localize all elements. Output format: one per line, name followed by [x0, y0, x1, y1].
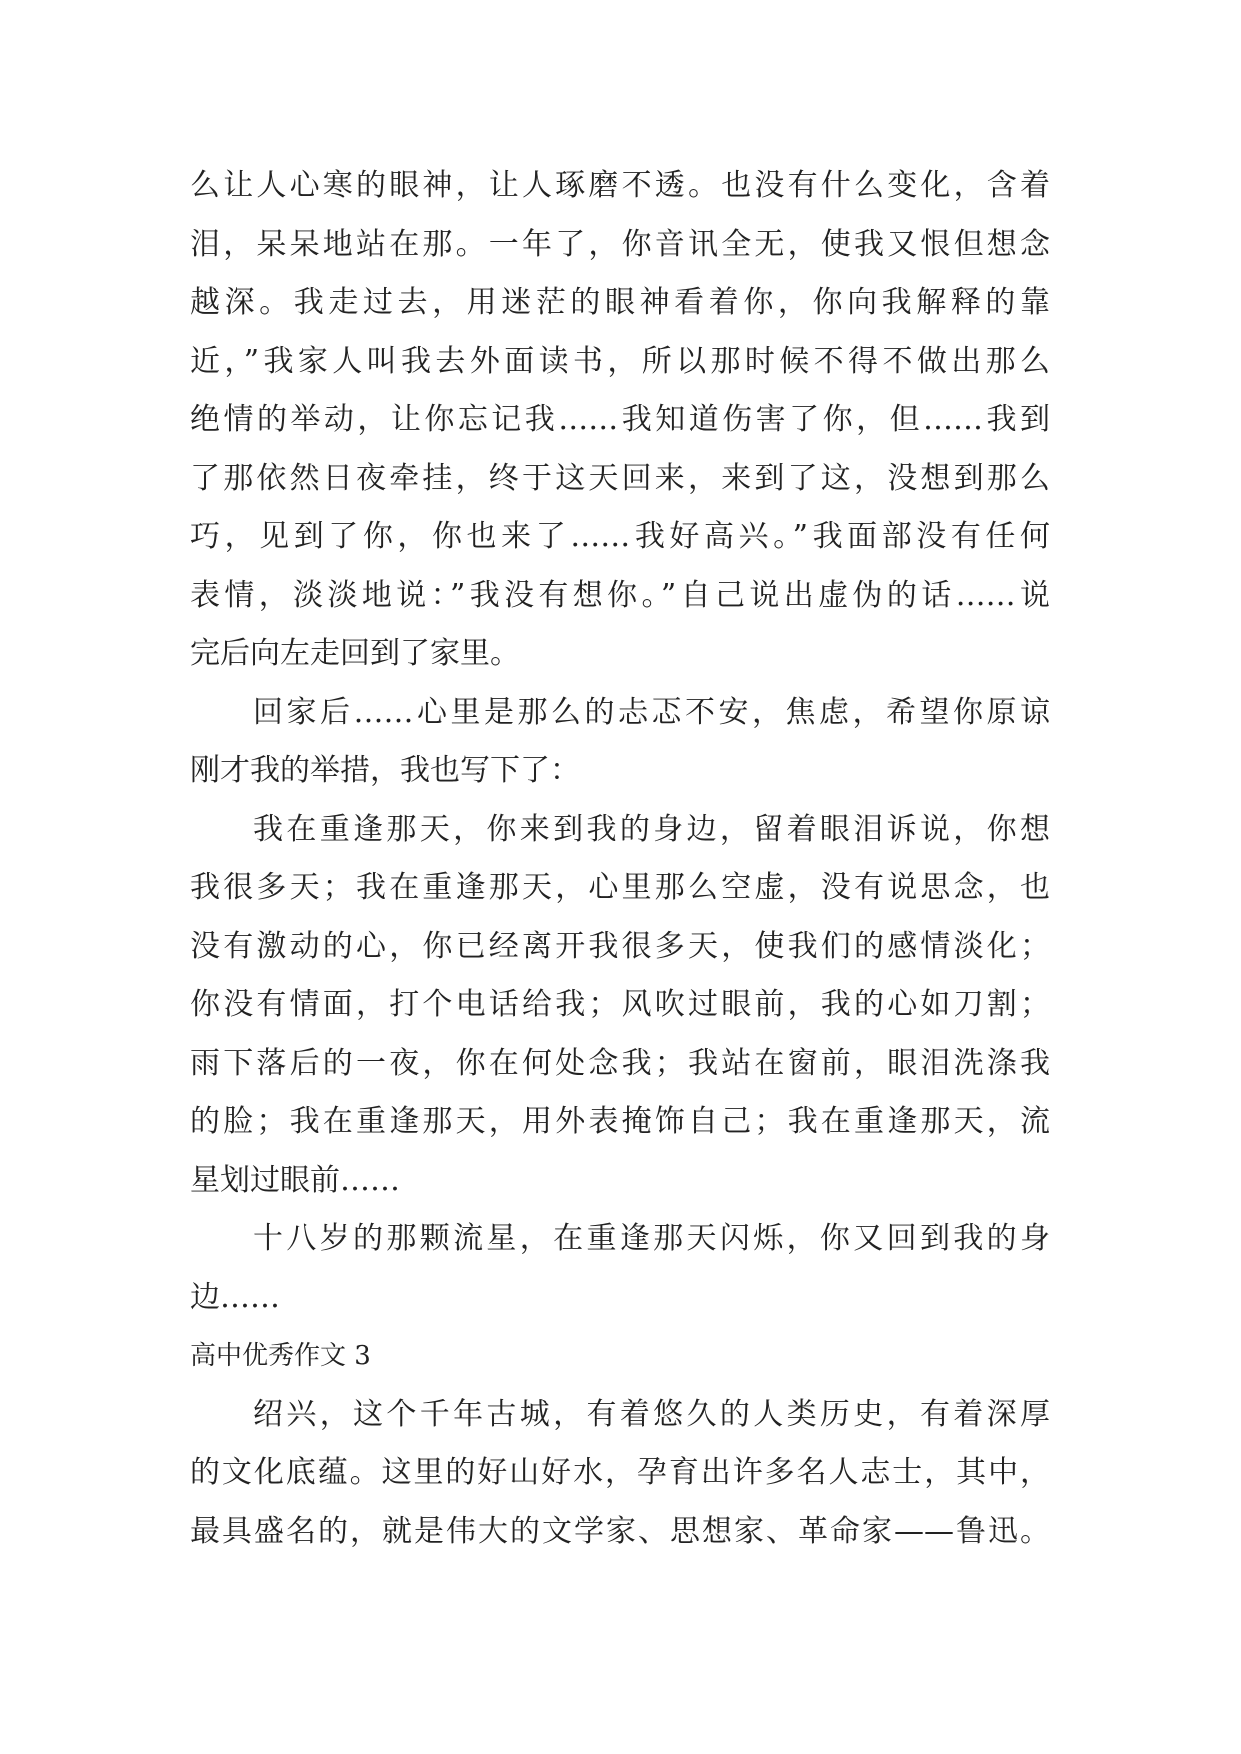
paragraph — [190, 801, 1050, 1211]
paragraph — [190, 157, 1050, 684]
text-line: 泪，呆呆地站在那。一年了，你音讯全无，使我又恨但想念 — [190, 226, 1050, 262]
text-line: 绝情的举动，让你忘记我……我知道伤害了你，但……我到 — [190, 402, 1050, 437]
text-line: 我很多天；我在重逢那天，心里那么空虚，没有说思念，也 — [190, 870, 1050, 905]
text-line: 边…… — [190, 1279, 280, 1315]
text-line: 巧，见到了你，你也来了……我好高兴。”我面部没有任何 — [190, 519, 1050, 554]
text-line: 完后向左走回到了家里。 — [190, 636, 520, 671]
paragraph — [190, 1386, 1050, 1562]
text-line: 表情，淡淡地说：”我没有想你。”自己说出虚伪的话……说 — [190, 577, 1050, 613]
text-line: 雨下落后的一夜，你在何处念我；我站在窗前，眼泪洗涤我 — [190, 1045, 1050, 1081]
text-line: 近，”我家人叫我去外面读书，所以那时候不得不做出那么 — [190, 343, 1050, 379]
text-line: 的文化底蕴。这里的好山好水，孕育出许多名人志士，其中， — [190, 1455, 1050, 1490]
text-line: 刚才我的举措，我也写下了： — [190, 753, 580, 788]
document-body — [190, 157, 1050, 1561]
section-heading: 高中优秀作文 3 — [190, 1341, 371, 1371]
text-line: 了那依然日夜牵挂，终于这天回来，来到了这，没想到那么 — [190, 460, 1050, 496]
text-line: 我在重逢那天，你来到我的身边，留着眼泪诉说，你想 — [253, 811, 1050, 847]
text-line: 星划过眼前…… — [190, 1162, 400, 1198]
text-line: 越深。我走过去，用迷茫的眼神看着你，你向我解释的靠 — [190, 285, 1050, 320]
text-line: 的脸；我在重逢那天，用外表掩饰自己；我在重逢那天，流 — [190, 1104, 1050, 1139]
text-line: 绍兴，这个千年古城，有着悠久的人类历史，有着深厚 — [253, 1396, 1050, 1432]
text-line: 最具盛名的，就是伟大的文学家、思想家、革命家——鲁迅。 — [190, 1513, 1050, 1549]
text-line: 你没有情面，打个电话给我；风吹过眼前，我的心如刀割； — [190, 987, 1050, 1022]
paragraph — [190, 684, 1050, 801]
text-line: 回家后……心里是那么的忐忑不安，焦虑，希望你原谅 — [253, 694, 1050, 730]
text-line: 没有激动的心，你已经离开我很多天，使我们的感情淡化； — [190, 928, 1050, 964]
text-line: 么让人心寒的眼神，让人琢磨不透。也没有什么变化，含着 — [190, 168, 1050, 203]
text-line: 十八岁的那颗流星，在重逢那天闪烁，你又回到我的身 — [253, 1221, 1050, 1256]
paragraph — [190, 1210, 1050, 1327]
